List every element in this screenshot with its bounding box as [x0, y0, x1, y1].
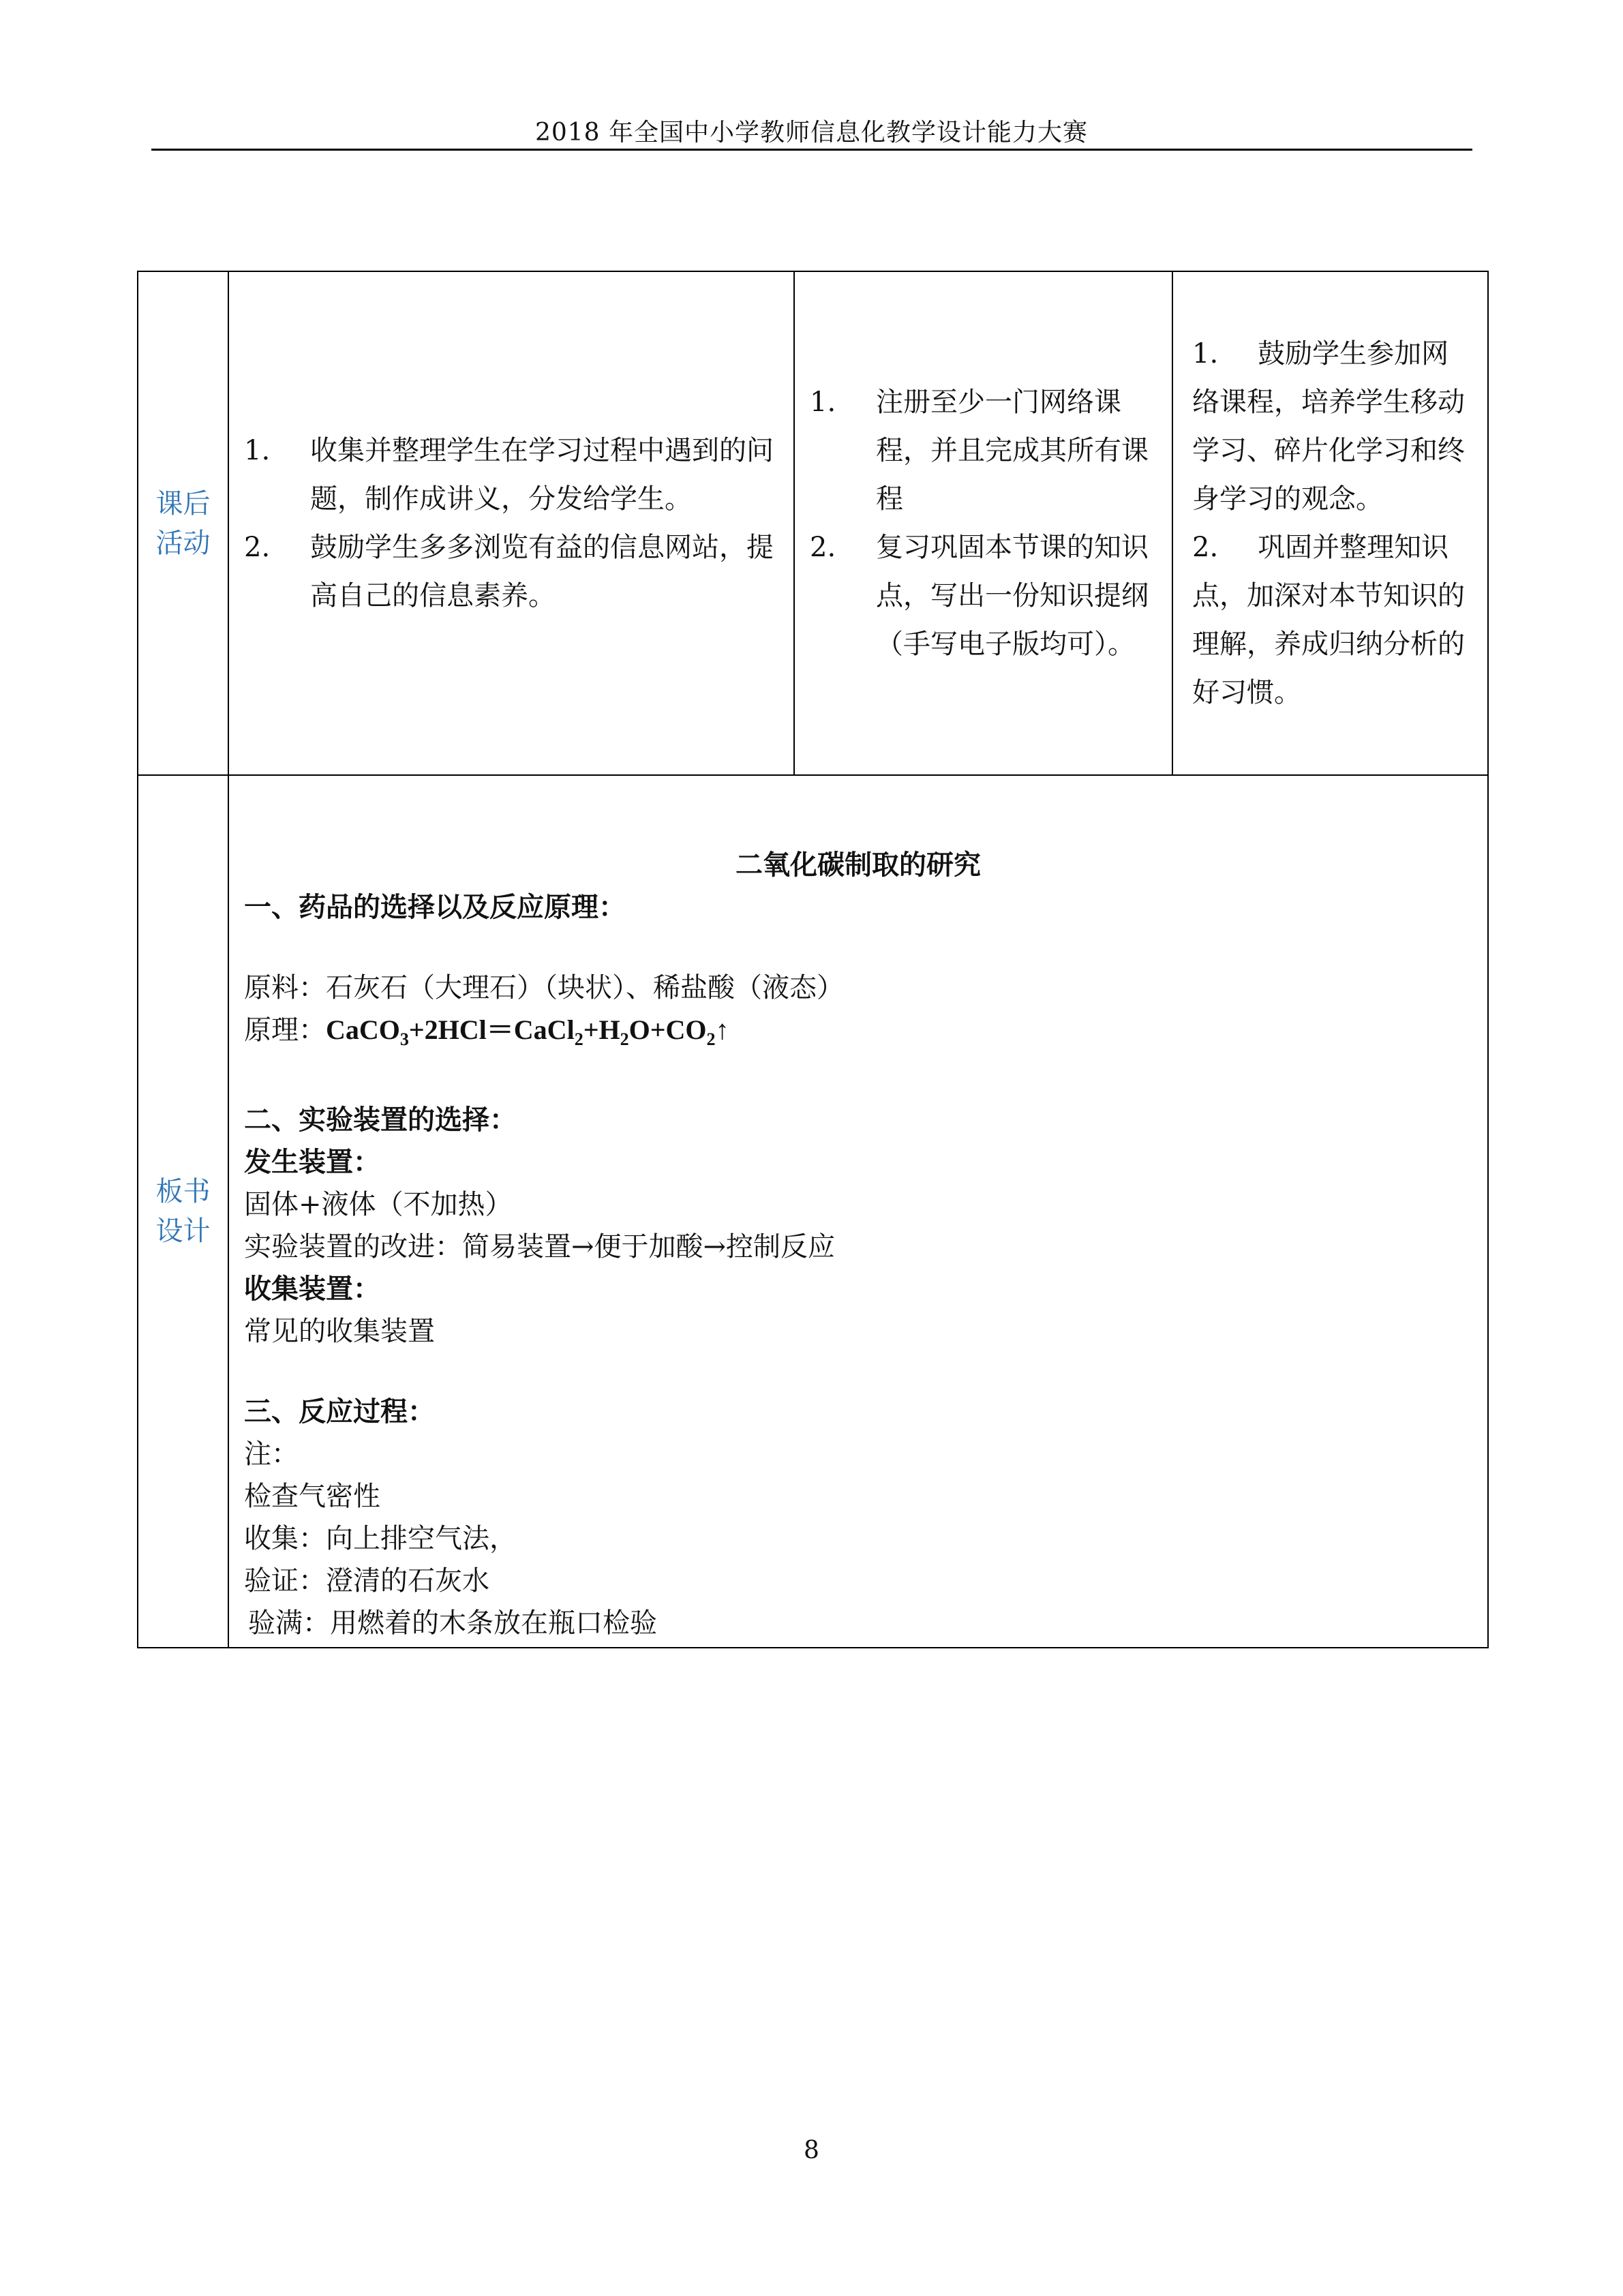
list-item: [244, 524, 787, 620]
board-design-row: [138, 775, 1488, 1648]
board-title: 二氧化碳制取的研究: [735, 849, 981, 881]
formula-subscript: 2: [620, 1029, 629, 1049]
item-text: 鼓励学生多多浏览有益的信息网站，提高自己的信息素养。: [310, 531, 774, 611]
section-heading: 二、实验装置的选择：: [244, 1104, 517, 1136]
board-design-content: [228, 775, 1488, 1648]
page-number: 8: [804, 2136, 819, 2164]
after-class-label: [138, 271, 228, 775]
formula-subscript: 3: [399, 1029, 409, 1049]
item-text: 鼓励学生参加网络课程，培养学生移动学习、碎片化学习和终身学习的观念。: [1192, 337, 1465, 515]
item-number: 1.: [810, 386, 836, 418]
lesson-table: [137, 271, 1489, 1648]
item-number: 1.: [244, 434, 271, 466]
process-step: 验满：用燃着的木条放在瓶口检验: [248, 1607, 657, 1639]
formula-subscript: 2: [574, 1029, 583, 1049]
page-header: 2018 年全国中小学教师信息化教学设计能力大赛: [534, 119, 1089, 147]
formula-part: +H: [583, 1014, 620, 1045]
label-line: 板书: [155, 1176, 211, 1207]
item-text: 巩固并整理知识点，加深对本节知识的理解，养成归纳分析的好习惯。: [1192, 531, 1465, 708]
formula-part: CaCO: [326, 1014, 400, 1045]
formula-part: ↑: [715, 1014, 729, 1045]
principle-line: [244, 1009, 1487, 1061]
principle-label: 原理：: [244, 1014, 326, 1046]
section-heading: 一、药品的选择以及反应原理：: [244, 891, 626, 923]
board-design-label: [138, 775, 228, 1648]
item-number: 2.: [1192, 531, 1219, 563]
item-number: 1.: [1192, 337, 1219, 369]
label-line: 活动: [155, 527, 211, 559]
item-text: 注册至少一门网络课程，并且完成其所有课程: [876, 386, 1149, 515]
item-number: 2.: [244, 531, 271, 563]
teacher-activity-cell: [228, 271, 794, 775]
student-activity-list: [795, 378, 1172, 669]
reaction-formula: [326, 1014, 729, 1049]
materials-line: 原料：石灰石（大理石）（块状）、稀盐酸（液态）: [244, 972, 844, 1003]
label-line: 设计: [155, 1215, 211, 1247]
after-class-row: [138, 271, 1488, 775]
generator-type: 固体+液体（不加热）: [244, 1189, 513, 1220]
item-text: 收集并整理学生在学习过程中遇到的问题，制作成讲义，分发给学生。: [310, 434, 774, 515]
section-heading: 三、反应过程：: [244, 1395, 435, 1428]
list-item: [244, 427, 787, 524]
design-intent-list: [1173, 330, 1487, 717]
design-intent-cell: [1172, 271, 1488, 775]
process-step: 验证：澄清的石灰水: [244, 1565, 489, 1597]
list-item: [810, 378, 1158, 524]
formula-subscript: 2: [706, 1029, 716, 1049]
list-item: [1192, 524, 1467, 717]
process-step: 收集：向上排空气法，: [244, 1523, 517, 1554]
header-rule: [151, 149, 1472, 151]
improvement-line: 实验装置的改进：简易装置→便于加酸→控制反应: [244, 1231, 836, 1263]
subsection-heading: 发生装置：: [244, 1146, 380, 1178]
item-text: 复习巩固本节课的知识点，写出一份知识提纲（手写电子版均可）。: [876, 531, 1149, 660]
collector-text: 常见的收集装置: [244, 1316, 435, 1347]
subsection-heading: 收集装置：: [244, 1273, 380, 1305]
teacher-activity-list: [229, 427, 793, 620]
label-line: 课后: [155, 487, 211, 519]
list-item: [810, 524, 1158, 669]
item-number: 2.: [810, 531, 836, 563]
note-label: 注：: [244, 1438, 299, 1470]
formula-part: O+CO: [628, 1014, 707, 1045]
list-item: [1192, 330, 1467, 524]
student-activity-cell: [794, 271, 1172, 775]
formula-part: +2HCl＝CaCl: [408, 1014, 575, 1045]
process-step: 检查气密性: [244, 1481, 380, 1512]
